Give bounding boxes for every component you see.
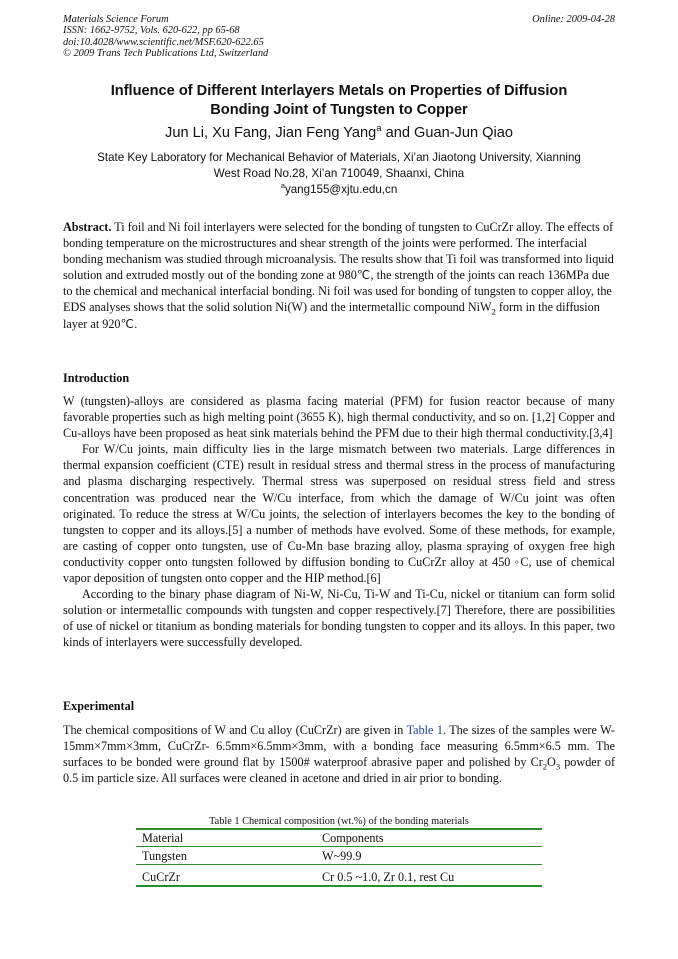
email-address[interactable]: yang155@xjtu.edu,cn bbox=[284, 183, 398, 196]
title-line-1: Influence of Different Interlayers Metals on Properties of Diffusion bbox=[110, 83, 568, 99]
exp-text-3: O bbox=[547, 755, 556, 770]
table-caption: Table 1 Chemical composition (wt.%) of the bonding materials bbox=[209, 816, 469, 827]
exp-text-1: The chemical compositions of W and Cu alloy (CuCrZr) are given in bbox=[63, 723, 407, 737]
affiliation-line-1: State Key Laboratory for Mechanical Behavior of Materials, Xi’an Jiaotong University, Xianning bbox=[97, 151, 581, 164]
exp-text-2: . The sizes of the samples were W-15mm×7mm×3mm, CuCrZr- 6.5mm×6.5mm×3mm, with a bonding face measuring 6.5mm×6.5 mm. The surfaces to be bonded were ground flat by 1500# waterproof abrasive paper and polished by Cr bbox=[63, 723, 615, 770]
introduction-body bbox=[63, 393, 615, 651]
composition-table bbox=[136, 828, 542, 887]
exp-sub-2: 3 bbox=[555, 761, 561, 772]
online-date: Online: 2009-04-28 bbox=[532, 14, 615, 25]
abstract-label: Abstract. bbox=[63, 220, 112, 234]
journal-name: Materials Science Forum bbox=[63, 14, 169, 25]
header-material: Material bbox=[136, 829, 316, 847]
doi-line: doi:10.4028/www.scientific.net/MSF.620-622.65 bbox=[63, 36, 264, 48]
experimental-body bbox=[63, 722, 615, 786]
authors-part-2: and Guan-Jun Qiao bbox=[381, 125, 513, 141]
title-line-2: Bonding Joint of Tungsten to Copper bbox=[210, 101, 468, 118]
exp-sub-1: 2 bbox=[542, 761, 548, 772]
table-row bbox=[136, 847, 542, 865]
email-sup: a bbox=[280, 181, 285, 191]
email bbox=[63, 183, 615, 196]
paper-title bbox=[40, 82, 638, 119]
journal-header bbox=[63, 14, 615, 59]
table-1-link[interactable]: Table 1 bbox=[406, 723, 443, 737]
table-row bbox=[136, 865, 542, 887]
abstract bbox=[63, 219, 615, 332]
intro-paragraph-2: For W/Cu joints, main difficulty lies in the large mismatch between two materials. Large differences in thermal expansion coefficient (CTE) result in residual stress and thermal stress in the process of manufacturing and plasma discharging respectively. Thermal stress was superposed on residual stress field and stress concentration was produced near the W/Cu interface, from which the damage of W/Cu joint was often originated. To reduce the stress at W/Cu joints, the selection of interlayers becomes the key to the bonding of tungsten to copper and its alloys.[5] a number of methods have evolved. Some of these methods, for example, are casting of copper onto tungsten, use of Cu-Mn base brazing alloy, plasma spraying of oxygen free high conductivity copper onto tungsten followed by diffusion bonding to CuCrZr alloy at 450 ◦C, use of chemical vapor deposition of tungsten onto copper and the HIP method.[6] bbox=[63, 442, 615, 586]
abstract-text-1: Ti foil and Ni foil interlayers were selected for the bonding of tungsten to CuCrZr alloy. The effects of bonding temperature on the microstructures and shear strength of the joints were performed. The interfacial bonding mechanism was studied through microanalysis. The results show that Ti foil was transformed into liquid solution and extruded mostly out of the bonding zone at 980℃, the strength of the joints can reach 136MPa due to the chemical and mechanical interfacial bonding. Ni foil was used for bonding of tungsten to copper alloy, the EDS analyses shows that the solid solution Ni(W) and the intermetallic compound NiW bbox=[63, 220, 614, 315]
experimental-paragraph bbox=[63, 722, 615, 786]
header-components: Components bbox=[316, 829, 542, 847]
intro-paragraph-3: According to the binary phase diagram of Ni-W, Ni-Cu, Ti-W and Ti-Cu, nickel or titanium can form solid solution or intermetallic compounds with tungsten and copper respectively.[7] Therefore, there are possibilities of use of nickel or titanium as bonding materials for bonding tungsten to copper and its alloys. In this paper, two kinds of interlayers were successfully developed. bbox=[63, 587, 615, 650]
abstract-text-2: form in the diffusion layer at 920℃. bbox=[63, 300, 600, 331]
issn-line: ISSN: 1662-9752, Vols. 620-622, pp 65-68 bbox=[63, 25, 240, 37]
introduction-heading: Introduction bbox=[63, 371, 130, 385]
affiliation-line-2: West Road No.28, Xi’an 710049, Shaanxi, China bbox=[213, 166, 465, 180]
cell-components: W~99.9 bbox=[316, 847, 542, 865]
authors-part-1: Jun Li, Xu Fang, Jian Feng Yang bbox=[165, 125, 377, 141]
cell-components: Cr 0.5 ~1.0, Zr 0.1, rest Cu bbox=[316, 865, 542, 887]
author-sup: a bbox=[376, 123, 382, 135]
affiliation bbox=[63, 150, 615, 181]
intro-paragraph-1: W (tungsten)-alloys are considered as plasma facing material (PFM) for fusion reactor because of many favorable properties such as high melting point (3655 K), high thermal conductivity, and so on. [1,2] Copper and Cu-alloys have been proposed as heat sink materials behind the PFM due to their high thermal conductivity.[3,4] bbox=[63, 394, 615, 441]
exp-text-4: powder of 0.5 im particle size. All surfaces were cleaned in acetone and dried in air prior to bonding. bbox=[63, 755, 616, 786]
copyright-line: © 2009 Trans Tech Publications Ltd, Switzerland bbox=[63, 47, 269, 59]
cell-material: Tungsten bbox=[136, 847, 316, 865]
abstract-sub: 2 bbox=[491, 306, 496, 317]
cell-material: CuCrZr bbox=[136, 865, 316, 887]
author-list bbox=[40, 124, 638, 142]
table-header-row bbox=[136, 829, 542, 847]
experimental-heading: Experimental bbox=[63, 699, 135, 713]
